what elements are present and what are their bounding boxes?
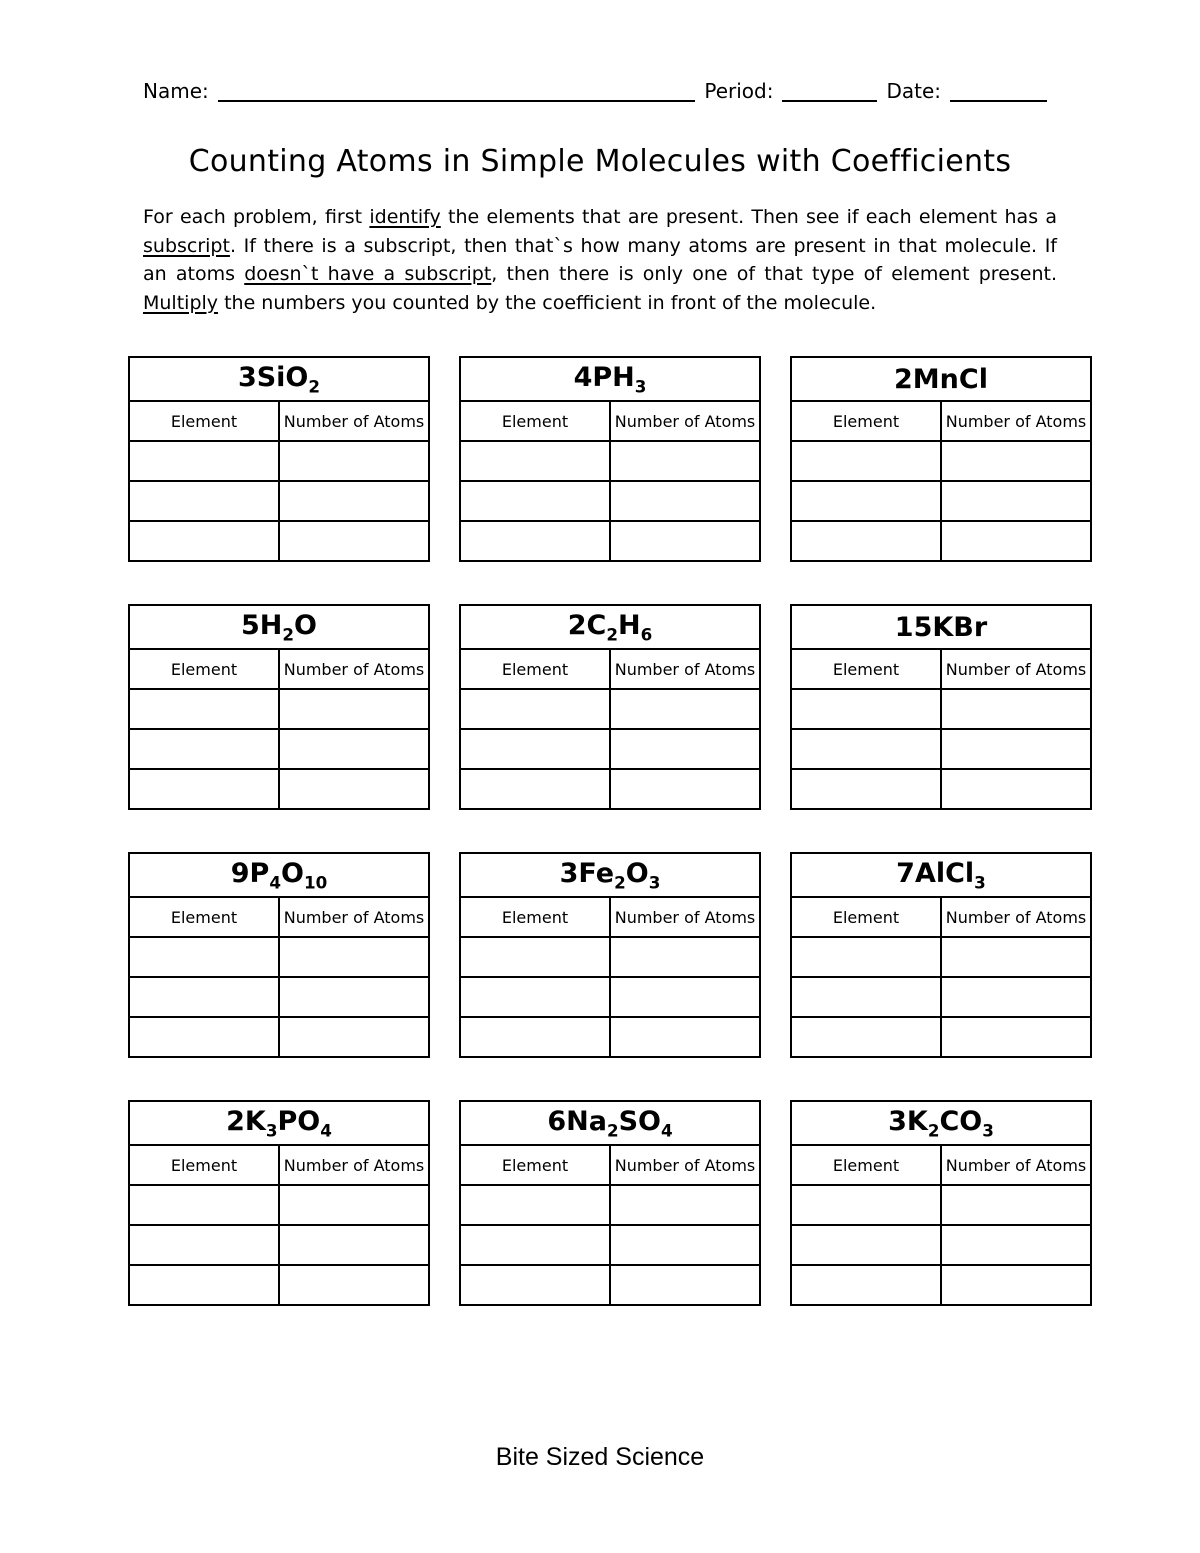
element-answer-cell [791, 689, 941, 729]
atoms-answer-cell [610, 769, 760, 809]
underlined-phrase-doesnt-have-subscript: doesn`t have a subscript [244, 263, 492, 285]
answer-row [791, 1225, 1091, 1265]
element-answer-cell [129, 1225, 279, 1265]
atoms-column-header: Number of Atoms [941, 897, 1091, 937]
column-header-row [791, 649, 1091, 689]
formula-row [460, 357, 760, 401]
atoms-answer-cell [279, 729, 429, 769]
atoms-answer-cell [279, 1265, 429, 1305]
atoms-answer-cell [279, 977, 429, 1017]
answer-row [129, 521, 429, 561]
atoms-column-header: Number of Atoms [941, 1145, 1091, 1185]
atoms-column-header: Number of Atoms [610, 1145, 760, 1185]
answer-row [460, 1185, 760, 1225]
period-label: Period: [704, 79, 774, 103]
answer-row [460, 1265, 760, 1305]
atoms-answer-cell [610, 481, 760, 521]
column-header-row [791, 1145, 1091, 1185]
atoms-answer-cell [279, 769, 429, 809]
atoms-answer-cell [610, 729, 760, 769]
formula-row [129, 1101, 429, 1145]
element-answer-cell [129, 937, 279, 977]
answer-row [791, 729, 1091, 769]
answer-row [460, 977, 760, 1017]
element-answer-cell [791, 769, 941, 809]
formula-header: $3K_2CO_3$ [791, 1101, 1091, 1145]
element-column-header: Element [129, 649, 279, 689]
column-header-row [129, 401, 429, 441]
formula-header: $5H_2O$ [129, 605, 429, 649]
element-column-header: Element [460, 649, 610, 689]
atoms-answer-cell [610, 441, 760, 481]
problem-table-6Na2SO4 [459, 1100, 761, 1306]
instructions-text: . If there is a subscript, then that`s how many atoms are present in that molecule. If an atoms [143, 234, 1057, 285]
element-answer-cell [460, 441, 610, 481]
instructions-paragraph [143, 203, 1057, 317]
formula-row [129, 357, 429, 401]
answer-row [791, 977, 1091, 1017]
column-header-row [460, 649, 760, 689]
problem-table-3SiO2 [128, 356, 430, 562]
element-answer-cell [460, 689, 610, 729]
answer-row [460, 1017, 760, 1057]
element-answer-cell [460, 729, 610, 769]
answer-row [129, 769, 429, 809]
answer-row [791, 481, 1091, 521]
element-answer-cell [460, 1185, 610, 1225]
atoms-answer-cell [610, 521, 760, 561]
answer-row [460, 937, 760, 977]
underlined-word-identify: identify [369, 206, 441, 228]
element-column-header: Element [129, 897, 279, 937]
atoms-answer-cell [279, 1185, 429, 1225]
element-answer-cell [129, 521, 279, 561]
problem-table-3K2CO3 [790, 1100, 1092, 1306]
atoms-answer-cell [610, 689, 760, 729]
atoms-answer-cell [941, 977, 1091, 1017]
problem-table-3Fe2O3 [459, 852, 761, 1058]
formula-header: $6Na_2SO_4$ [460, 1101, 760, 1145]
atoms-column-header: Number of Atoms [610, 401, 760, 441]
atoms-answer-cell [941, 481, 1091, 521]
element-answer-cell [129, 481, 279, 521]
atoms-column-header: Number of Atoms [941, 401, 1091, 441]
formula-header: $3Fe_2O_3$ [460, 853, 760, 897]
atoms-answer-cell [610, 1017, 760, 1057]
formula-row [791, 357, 1091, 401]
formula-header: 15KBr [791, 605, 1091, 649]
atoms-answer-cell [610, 1185, 760, 1225]
element-answer-cell [791, 481, 941, 521]
element-answer-cell [791, 1185, 941, 1225]
atoms-answer-cell [279, 441, 429, 481]
answer-row [129, 481, 429, 521]
element-answer-cell [460, 1265, 610, 1305]
element-column-header: Element [791, 897, 941, 937]
atoms-answer-cell [279, 689, 429, 729]
problem-table-2K3PO4 [128, 1100, 430, 1306]
atoms-answer-cell [941, 689, 1091, 729]
formula-header: 7AlCl$_3$ [791, 853, 1091, 897]
answer-row [129, 1225, 429, 1265]
name-label: Name: [143, 79, 209, 103]
answer-row [129, 1185, 429, 1225]
element-column-header: Element [129, 401, 279, 441]
atoms-answer-cell [279, 521, 429, 561]
formula-header: $4PH_3$ [460, 357, 760, 401]
answer-row [129, 689, 429, 729]
element-answer-cell [791, 937, 941, 977]
column-header-row [460, 897, 760, 937]
element-answer-cell [460, 937, 610, 977]
element-answer-cell [791, 1017, 941, 1057]
element-answer-cell [129, 1265, 279, 1305]
element-column-header: Element [460, 401, 610, 441]
atoms-answer-cell [279, 1017, 429, 1057]
element-answer-cell [460, 769, 610, 809]
name-period-date-row [0, 0, 1200, 104]
atoms-column-header: Number of Atoms [279, 649, 429, 689]
atoms-answer-cell [610, 1225, 760, 1265]
name-blank-line [218, 76, 696, 102]
atoms-column-header: Number of Atoms [610, 897, 760, 937]
instructions-text: For each problem, first [143, 206, 370, 228]
atoms-column-header: Number of Atoms [941, 649, 1091, 689]
element-answer-cell [129, 769, 279, 809]
answer-row [129, 937, 429, 977]
problem-table-7AlCl3 [790, 852, 1092, 1058]
atoms-answer-cell [941, 521, 1091, 561]
element-answer-cell [129, 1017, 279, 1057]
formula-header: $9P_4O_{10}$ [129, 853, 429, 897]
formula-row [129, 605, 429, 649]
element-answer-cell [460, 481, 610, 521]
element-answer-cell [129, 977, 279, 1017]
atoms-answer-cell [610, 937, 760, 977]
element-answer-cell [791, 521, 941, 561]
atoms-answer-cell [610, 1265, 760, 1305]
problem-table-2MnCl [790, 356, 1092, 562]
element-column-header: Element [460, 897, 610, 937]
atoms-answer-cell [941, 937, 1091, 977]
column-header-row [460, 1145, 760, 1185]
instructions-text: the numbers you counted by the coefficient in front of the molecule. [218, 291, 877, 314]
formula-row [129, 853, 429, 897]
element-answer-cell [460, 977, 610, 1017]
column-header-row [129, 897, 429, 937]
answer-row [129, 441, 429, 481]
problem-table-4PH3 [459, 356, 761, 562]
element-answer-cell [129, 729, 279, 769]
atoms-column-header: Number of Atoms [610, 649, 760, 689]
date-label: Date: [886, 79, 941, 103]
answer-row [129, 1017, 429, 1057]
formula-header: $2K_3PO_4$ [129, 1101, 429, 1145]
element-column-header: Element [129, 1145, 279, 1185]
element-answer-cell [791, 729, 941, 769]
atoms-column-header: Number of Atoms [279, 401, 429, 441]
answer-row [791, 769, 1091, 809]
element-answer-cell [129, 1185, 279, 1225]
answer-row [129, 977, 429, 1017]
column-header-row [460, 401, 760, 441]
atoms-answer-cell [941, 729, 1091, 769]
element-answer-cell [791, 1265, 941, 1305]
answer-row [791, 1017, 1091, 1057]
answer-row [129, 1265, 429, 1305]
column-header-row [129, 649, 429, 689]
element-answer-cell [129, 441, 279, 481]
formula-header: $2C_2H_6$ [460, 605, 760, 649]
atoms-column-header: Number of Atoms [279, 1145, 429, 1185]
atoms-answer-cell [279, 481, 429, 521]
underlined-word-subscript: subscript [143, 234, 230, 257]
problem-table-15KBr [790, 604, 1092, 810]
problem-table-2C2H6 [459, 604, 761, 810]
formula-row [791, 853, 1091, 897]
answer-row [791, 521, 1091, 561]
element-column-header: Element [791, 649, 941, 689]
formula-row [460, 605, 760, 649]
problem-table-5H2O [128, 604, 430, 810]
answer-row [460, 1225, 760, 1265]
date-blank-line [950, 76, 1047, 102]
atoms-answer-cell [941, 1265, 1091, 1305]
underlined-word-multiply: Multiply [143, 291, 219, 314]
answer-row [460, 481, 760, 521]
atoms-answer-cell [941, 1017, 1091, 1057]
element-answer-cell [791, 1225, 941, 1265]
element-answer-cell [791, 441, 941, 481]
answer-row [791, 1185, 1091, 1225]
answer-row [129, 729, 429, 769]
formula-row [791, 605, 1091, 649]
answer-row [791, 441, 1091, 481]
atoms-column-header: Number of Atoms [279, 897, 429, 937]
element-column-header: Element [791, 401, 941, 441]
atoms-answer-cell [941, 1225, 1091, 1265]
atoms-answer-cell [279, 1225, 429, 1265]
problem-table-9P4O10 [128, 852, 430, 1058]
answer-row [460, 521, 760, 561]
formula-row [791, 1101, 1091, 1145]
answer-row [460, 769, 760, 809]
formula-header: 2MnCl [791, 357, 1091, 401]
element-answer-cell [129, 689, 279, 729]
atoms-answer-cell [941, 769, 1091, 809]
element-answer-cell [791, 977, 941, 1017]
element-column-header: Element [791, 1145, 941, 1185]
page-title: Counting Atoms in Simple Molecules with Coefficients [188, 144, 1012, 179]
column-header-row [791, 401, 1091, 441]
atoms-answer-cell [941, 1185, 1091, 1225]
formula-row [460, 853, 760, 897]
footer-brand: Bite Sized Science [495, 1443, 705, 1471]
element-answer-cell [460, 521, 610, 561]
instructions-text: the elements that are present. Then see if each element has a [440, 206, 1058, 228]
answer-row [791, 937, 1091, 977]
column-header-row [791, 897, 1091, 937]
period-blank-line [782, 76, 877, 102]
element-column-header: Element [460, 1145, 610, 1185]
atoms-answer-cell [610, 977, 760, 1017]
formula-row [460, 1101, 760, 1145]
formula-header: 3SiO$_2$ [129, 357, 429, 401]
atoms-answer-cell [941, 441, 1091, 481]
atoms-answer-cell [279, 937, 429, 977]
answer-row [791, 1265, 1091, 1305]
answer-row [460, 441, 760, 481]
problems-grid [128, 356, 1092, 1306]
column-header-row [129, 1145, 429, 1185]
element-answer-cell [460, 1017, 610, 1057]
answer-row [791, 689, 1091, 729]
answer-row [460, 689, 760, 729]
instructions-text: , then there is only one of that type of element present. [491, 263, 1058, 285]
answer-row [460, 729, 760, 769]
element-answer-cell [460, 1225, 610, 1265]
